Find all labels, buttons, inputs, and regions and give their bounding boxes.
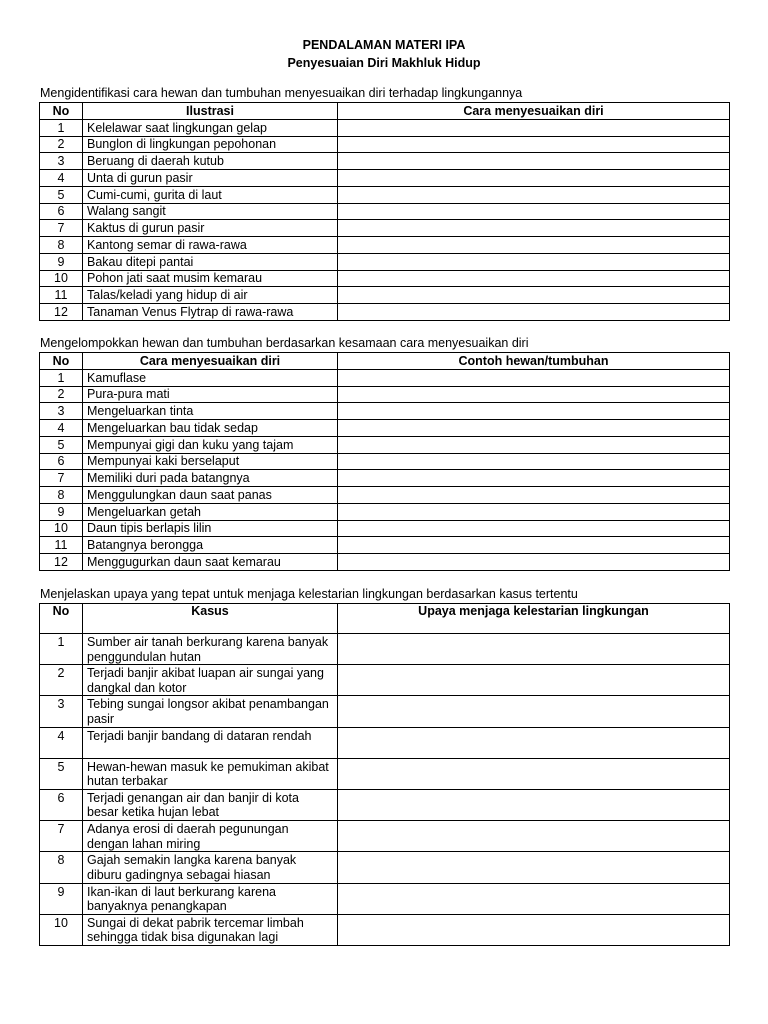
row-text: Menggulungkan daun saat panas xyxy=(83,487,338,504)
section3-intro: Menjelaskan upaya yang tepat untuk menjaga kelestarian lingkungan berdasarkan kasus tertentu xyxy=(40,587,578,601)
row-number: 11 xyxy=(40,537,83,554)
section1-intro: Mengidentifikasi cara hewan dan tumbuhan menyesuaikan diri terhadap lingkungannya xyxy=(40,86,523,100)
row-text: Adanya erosi di daerah pegunungan dengan lahan miring xyxy=(83,821,338,852)
column-header-kasus: Kasus xyxy=(83,604,338,634)
row-number: 9 xyxy=(40,883,83,914)
table-header-row xyxy=(40,103,730,120)
row-number: 6 xyxy=(40,203,83,220)
column-header-cara: Cara menyesuaikan diri xyxy=(83,353,338,370)
row-text: Kaktus di gurun pasir xyxy=(83,220,338,237)
row-text: Kelelawar saat lingkungan gelap xyxy=(83,119,338,136)
table-row xyxy=(40,789,730,820)
row-number: 9 xyxy=(40,503,83,520)
table-row xyxy=(40,170,730,187)
row-text: Walang sangit xyxy=(83,203,338,220)
answer-cell[interactable] xyxy=(338,665,730,696)
section3-table xyxy=(39,603,730,946)
row-number: 4 xyxy=(40,420,83,437)
row-number: 12 xyxy=(40,304,83,321)
answer-cell[interactable] xyxy=(338,537,730,554)
row-number: 8 xyxy=(40,237,83,254)
table-row xyxy=(40,436,730,453)
section2-table xyxy=(39,352,730,571)
row-text: Menggugurkan daun saat kemarau xyxy=(83,554,338,571)
answer-cell[interactable] xyxy=(338,470,730,487)
row-number: 9 xyxy=(40,253,83,270)
row-number: 3 xyxy=(40,153,83,170)
table-header-row xyxy=(40,604,730,634)
answer-cell[interactable] xyxy=(338,420,730,437)
row-text: Tanaman Venus Flytrap di rawa-rawa xyxy=(83,304,338,321)
column-header-upaya: Upaya menjaga kelestarian lingkungan xyxy=(338,604,730,634)
section2-intro: Mengelompokkan hewan dan tumbuhan berdasarkan kesamaan cara menyesuaikan diri xyxy=(40,336,529,350)
row-text: Kamuflase xyxy=(83,369,338,386)
table-row xyxy=(40,186,730,203)
table-row xyxy=(40,153,730,170)
row-number: 1 xyxy=(40,369,83,386)
answer-cell[interactable] xyxy=(338,696,730,727)
row-text: Bakau ditepi pantai xyxy=(83,253,338,270)
table-row xyxy=(40,403,730,420)
row-number: 4 xyxy=(40,727,83,758)
answer-cell[interactable] xyxy=(338,634,730,665)
row-number: 6 xyxy=(40,453,83,470)
table-row xyxy=(40,304,730,321)
row-number: 8 xyxy=(40,487,83,504)
table-row xyxy=(40,136,730,153)
row-text: Hewan-hewan masuk ke pemukiman akibat hutan terbakar xyxy=(83,758,338,789)
table-row xyxy=(40,634,730,665)
row-text: Sumber air tanah berkurang karena banyak penggundulan hutan xyxy=(83,634,338,665)
column-header-no: No xyxy=(40,353,83,370)
table-row xyxy=(40,821,730,852)
row-text: Mengeluarkan bau tidak sedap xyxy=(83,420,338,437)
table-row xyxy=(40,554,730,571)
table-row xyxy=(40,386,730,403)
row-text: Kantong semar di rawa-rawa xyxy=(83,237,338,254)
answer-cell[interactable] xyxy=(338,170,730,187)
answer-cell[interactable] xyxy=(338,403,730,420)
answer-cell[interactable] xyxy=(338,520,730,537)
row-text: Cumi-cumi, gurita di laut xyxy=(83,186,338,203)
row-number: 5 xyxy=(40,186,83,203)
table-row xyxy=(40,537,730,554)
row-number: 2 xyxy=(40,665,83,696)
table-row xyxy=(40,270,730,287)
table-row xyxy=(40,914,730,945)
row-number: 6 xyxy=(40,789,83,820)
column-header-no: No xyxy=(40,604,83,634)
table-row xyxy=(40,727,730,758)
row-text: Mempunyai gigi dan kuku yang tajam xyxy=(83,436,338,453)
answer-cell[interactable] xyxy=(338,386,730,403)
table-row xyxy=(40,470,730,487)
answer-cell[interactable] xyxy=(338,136,730,153)
section1-table xyxy=(39,102,730,321)
row-text: Pohon jati saat musim kemarau xyxy=(83,270,338,287)
table-row xyxy=(40,119,730,136)
answer-cell[interactable] xyxy=(338,369,730,386)
row-number: 1 xyxy=(40,119,83,136)
row-number: 3 xyxy=(40,403,83,420)
answer-cell[interactable] xyxy=(338,914,730,945)
row-number: 7 xyxy=(40,220,83,237)
row-text: Mengeluarkan getah xyxy=(83,503,338,520)
table-row xyxy=(40,852,730,883)
table-row xyxy=(40,220,730,237)
answer-cell[interactable] xyxy=(338,758,730,789)
row-text: Terjadi banjir akibat luapan air sungai yang dangkal dan kotor xyxy=(83,665,338,696)
table-row xyxy=(40,883,730,914)
answer-cell[interactable] xyxy=(338,287,730,304)
row-text: Beruang di daerah kutub xyxy=(83,153,338,170)
table-row xyxy=(40,453,730,470)
table-row xyxy=(40,369,730,386)
table-row xyxy=(40,503,730,520)
row-number: 10 xyxy=(40,270,83,287)
table-row xyxy=(40,520,730,537)
answer-cell[interactable] xyxy=(338,554,730,571)
section3-rows xyxy=(40,634,730,946)
answer-cell[interactable] xyxy=(338,789,730,820)
page-subtitle: Penyesuaian Diri Makhluk Hidup xyxy=(287,56,481,70)
column-header-ilustrasi: Ilustrasi xyxy=(83,103,338,120)
row-text: Terjadi banjir bandang di dataran rendah xyxy=(83,727,338,758)
answer-cell[interactable] xyxy=(338,270,730,287)
answer-cell[interactable] xyxy=(338,883,730,914)
page-title: PENDALAMAN MATERI IPA xyxy=(302,38,466,52)
answer-cell[interactable] xyxy=(338,304,730,321)
row-number: 10 xyxy=(40,520,83,537)
row-number: 12 xyxy=(40,554,83,571)
answer-cell[interactable] xyxy=(338,237,730,254)
row-number: 3 xyxy=(40,696,83,727)
table-header-row xyxy=(40,353,730,370)
row-number: 5 xyxy=(40,758,83,789)
answer-cell[interactable] xyxy=(338,436,730,453)
table-row xyxy=(40,287,730,304)
row-text: Ikan-ikan di laut berkurang karena banyaknya penangkapan xyxy=(83,883,338,914)
row-text: Mempunyai kaki berselaput xyxy=(83,453,338,470)
row-number: 7 xyxy=(40,470,83,487)
row-number: 2 xyxy=(40,136,83,153)
row-text: Bunglon di lingkungan pepohonan xyxy=(83,136,338,153)
answer-cell[interactable] xyxy=(338,203,730,220)
row-text: Daun tipis berlapis lilin xyxy=(83,520,338,537)
answer-cell[interactable] xyxy=(338,153,730,170)
section1-rows xyxy=(40,119,730,320)
row-number: 4 xyxy=(40,170,83,187)
table-row xyxy=(40,758,730,789)
answer-cell[interactable] xyxy=(338,253,730,270)
table-row xyxy=(40,487,730,504)
row-text: Unta di gurun pasir xyxy=(83,170,338,187)
column-header-contoh: Contoh hewan/tumbuhan xyxy=(338,353,730,370)
answer-cell[interactable] xyxy=(338,852,730,883)
row-number: 2 xyxy=(40,386,83,403)
row-text: Gajah semakin langka karena banyak diburu gadingnya sebagai hiasan xyxy=(83,852,338,883)
column-header-cara: Cara menyesuaikan diri xyxy=(338,103,730,120)
answer-cell[interactable] xyxy=(338,821,730,852)
row-number: 1 xyxy=(40,634,83,665)
row-text: Batangnya berongga xyxy=(83,537,338,554)
row-text: Sungai di dekat pabrik tercemar limbah sehingga tidak bisa digunakan lagi xyxy=(83,914,338,945)
row-text: Tebing sungai longsor akibat penambangan pasir xyxy=(83,696,338,727)
row-text: Pura-pura mati xyxy=(83,386,338,403)
row-number: 5 xyxy=(40,436,83,453)
answer-cell[interactable] xyxy=(338,487,730,504)
table-row xyxy=(40,696,730,727)
table-row xyxy=(40,665,730,696)
table-row xyxy=(40,237,730,254)
column-header-no: No xyxy=(40,103,83,120)
row-text: Mengeluarkan tinta xyxy=(83,403,338,420)
row-number: 11 xyxy=(40,287,83,304)
row-text: Talas/keladi yang hidup di air xyxy=(83,287,338,304)
answer-cell[interactable] xyxy=(338,220,730,237)
section2-rows xyxy=(40,369,730,570)
table-row xyxy=(40,253,730,270)
answer-cell[interactable] xyxy=(338,453,730,470)
row-number: 7 xyxy=(40,821,83,852)
row-text: Memiliki duri pada batangnya xyxy=(83,470,338,487)
answer-cell[interactable] xyxy=(338,503,730,520)
row-number: 10 xyxy=(40,914,83,945)
table-row xyxy=(40,203,730,220)
row-number: 8 xyxy=(40,852,83,883)
table-row xyxy=(40,420,730,437)
row-text: Terjadi genangan air dan banjir di kota besar ketika hujan lebat xyxy=(83,789,338,820)
answer-cell[interactable] xyxy=(338,727,730,758)
answer-cell[interactable] xyxy=(338,186,730,203)
answer-cell[interactable] xyxy=(338,119,730,136)
